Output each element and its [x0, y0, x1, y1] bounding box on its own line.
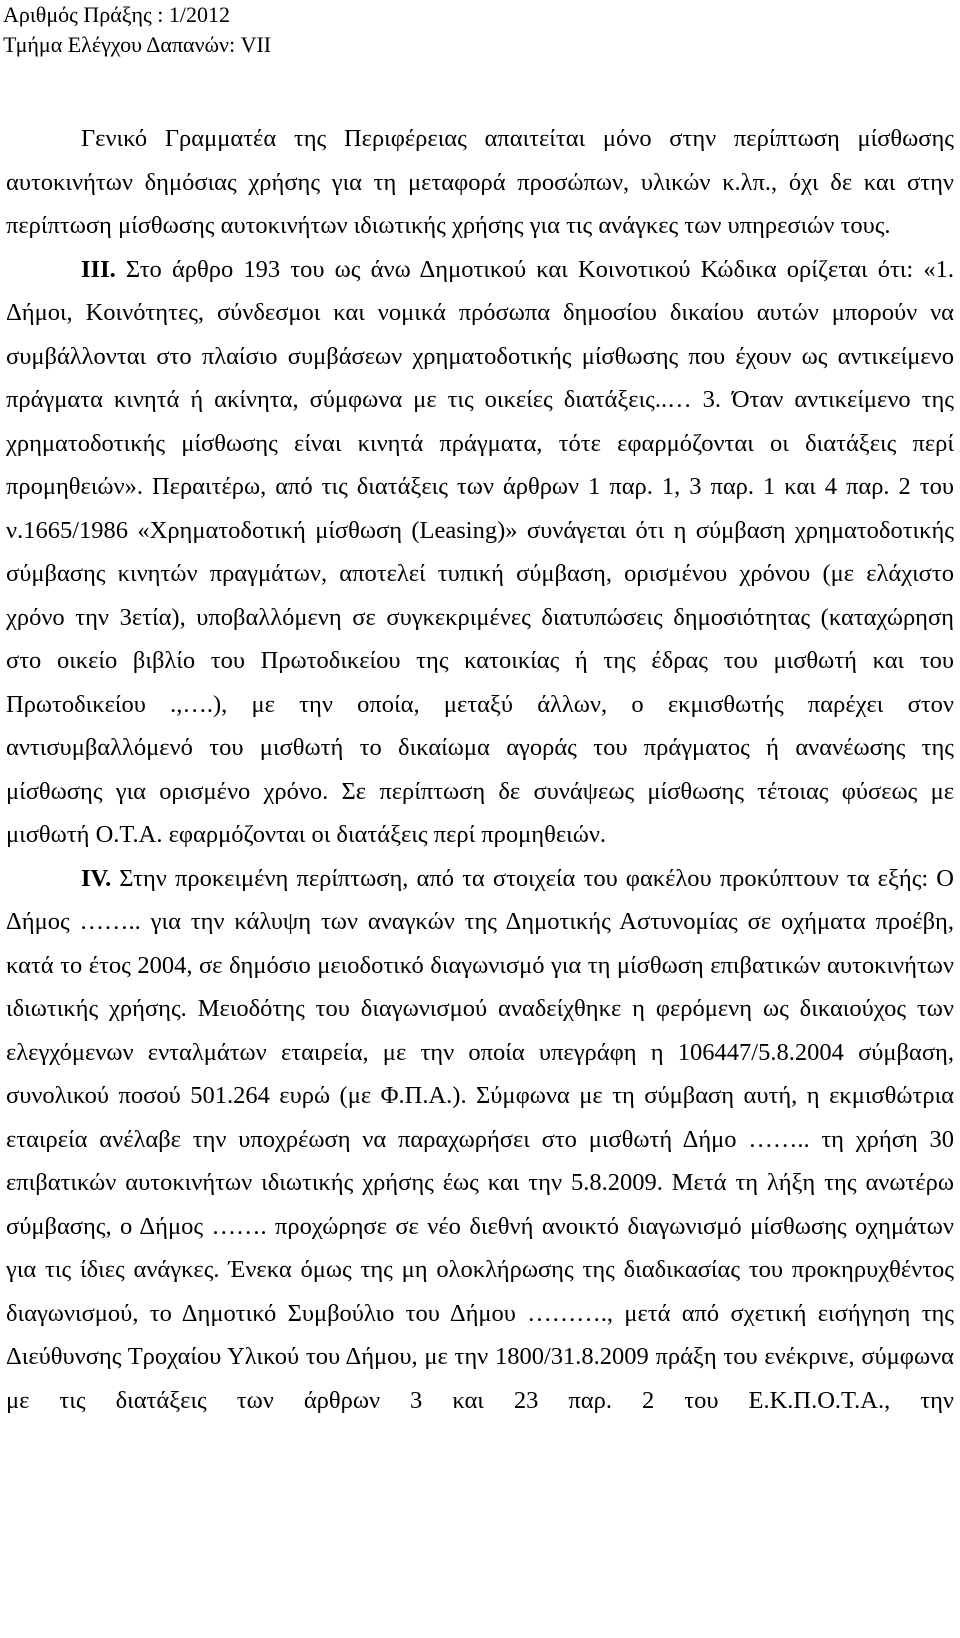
document-body: [6, 117, 954, 1422]
decision-number: Αριθμός Πράξης : 1/2012: [3, 2, 230, 27]
section-iii-text: Στο άρθρο 193 του ως άνω Δημοτικού και Κοινοτικού Κώδικα ορίζεται ότι: «1. Δήμοι, Κοινότητες, σύνδεσμοι και νομικά πρόσωπα δημοσίου δικαίου αυτών μπορούν να συμβάλλονται στο πλαίσιο συμβάσεων χρηματοδοτικής μίσθωσης που έχουν ως αντικείμενο πράγματα κινητά ή ακίνητα, σύμφωνα με τις οικείες διατάξεις..… 3. Όταν αντικείμενο της χρηματοδοτικής μίσθωσης είναι κινητά πράγματα, τότε εφαρμόζονται οι διατάξεις περί προμηθειών». Περαιτέρω, από τις διατάξεις των άρθρων 1 παρ. 1, 3 παρ. 1 και 4 παρ. 2 του ν.1665/1986 «Χρηματοδοτική μίσθωση (Leasing)» συνάγεται ότι η σύμβαση χρηματοδοτικής σύμβασης κινητών πραγμάτων, αποτελεί τυπική σύμβαση, ορισμένου χρόνου (με ελάχιστο χρόνο την 3ετία), υποβαλλόμενη σε συγκεκριμένες διατυπώσεις δημοσιότητας (καταχώρηση στο οικείο βιβλίο του Πρωτοδικείου της κατοικίας ή της έδρας του μισθωτή και του Πρωτοδικείου .,….), με την οποία, μεταξύ άλλων, ο εκμισθωτής παρέχει στον αντισυμβαλλόμενό του μισθωτή το δικαίωμα αγοράς του πράγματος ή ανανέωσης της μίσθωσης για ορισμένο χρόνο. Σε περίπτωση δε συνάψεως μίσθωσης τέτοιας φύσεως με μισθωτή Ο.Τ.Α. εφαρμόζονται οι διατάξεις περί προμηθειών.: [6, 255, 954, 848]
audit-section: Τμήμα Ελέγχου Δαπανών: VII: [3, 32, 272, 57]
section-number-iv: IV.: [81, 864, 112, 892]
paragraph-section-iii: [6, 248, 954, 857]
paragraph-section-iv: [6, 857, 954, 1423]
section-iv-text: Στην προκειμένη περίπτωση, από τα στοιχεία του φακέλου προκύπτουν τα εξής: Ο Δήμος …….. για την κάλυψη των αναγκών της Δημοτικής Αστυνομίας σε οχήματα προέβη, κατά το έτος 2004, σε δημόσιο μειοδοτικό διαγωνισμό για τη μίσθωση επιβατικών αυτοκινήτων ιδιωτικής χρήσης. Μειοδότης του διαγωνισμού αναδείχθηκε η φερόμενη ως δικαιούχος των ελεγχόμενων ενταλμάτων εταιρεία, με την οποία υπεγράφη η 106447/5.8.2004 σύμβαση, συνολικού ποσού 501.264 ευρώ (με Φ.Π.Α.). Σύμφωνα με τη σύμβαση αυτή, η εκμισθώτρια εταιρεία ανέλαβε την υποχρέωση να παραχωρήσει στο μισθωτή Δήμο …….. τη χρήση 30 επιβατικών αυτοκινήτων ιδιωτικής χρήσης έως και την 5.8.2009. Μετά τη λήξη της ανωτέρω σύμβασης, ο Δήμος ……. προχώρησε σε νέο διεθνή ανοικτό διαγωνισμό μίσθωσης οχημάτων για τις ίδιες ανάγκες. Ένεκα όμως της μη ολοκλήρωσης της διαδικασίας του προκηρυχθέντος διαγωνισμού, το Δημοτικό Συμβούλιο του Δήμου ………., μετά από σχετική εισήγηση της Διεύθυνσης Τροχαίου Υλικού του Δήμου, με την 1800/31.8.2009 πράξη του ενέκρινε, σύμφωνα με τις διατάξεις των άρθρων 3 και 23 παρ. 2 του Ε.Κ.Π.Ο.Τ.Α., την: [6, 864, 954, 1414]
document-header: [3, 0, 271, 60]
paragraph-1: Γενικό Γραμματέα της Περιφέρειας απαιτείται μόνο στην περίπτωση μίσθωσης αυτοκινήτων δημόσιας χρήσης για τη μεταφορά προσώπων, υλικών κ.λπ., όχι δε και στην περίπτωση μίσθωσης αυτοκινήτων ιδιωτικής χρήσης για τις ανάγκες των υπηρεσιών τους.: [6, 125, 954, 239]
section-number-iii: ΙΙΙ.: [81, 255, 116, 283]
